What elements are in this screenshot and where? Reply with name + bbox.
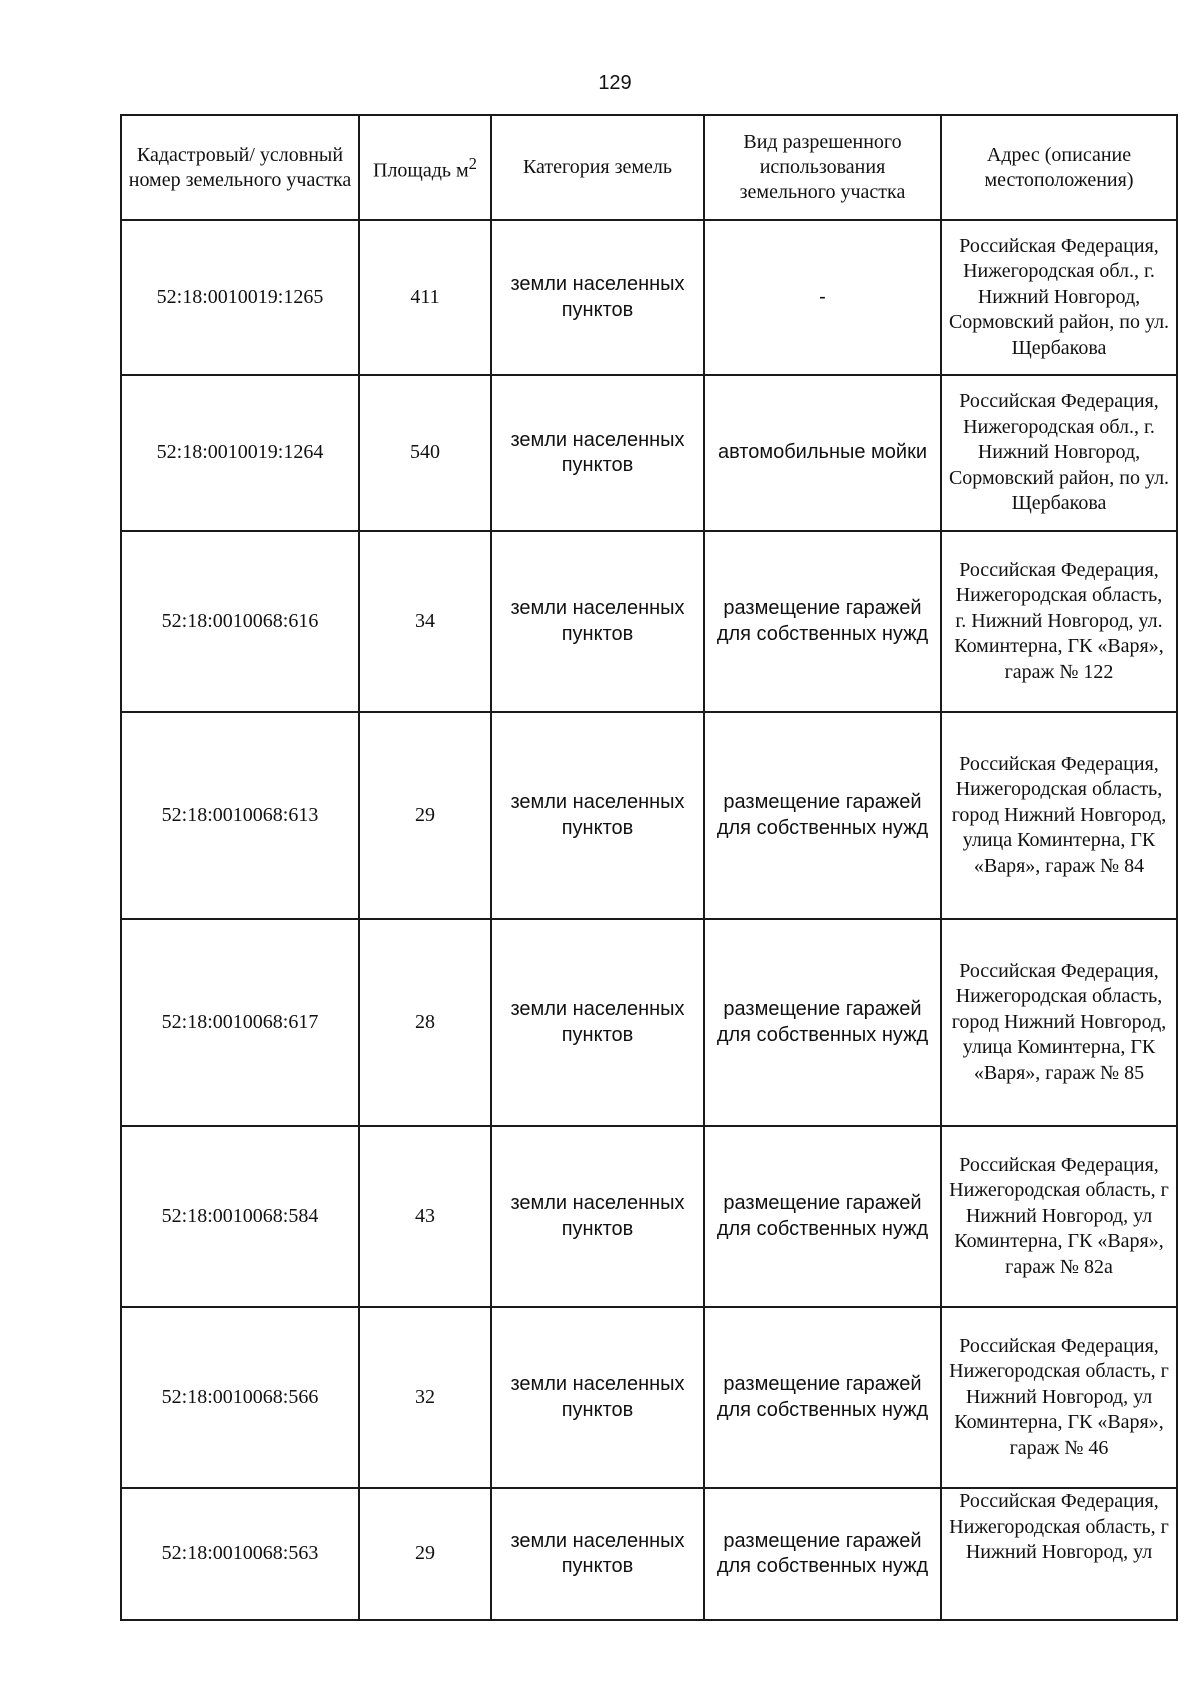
cell-cadastral-number: 52:18:0010019:1264 — [121, 375, 359, 531]
table-row — [121, 220, 1177, 375]
cell-permitted-use: размещение гаражей для собственных нужд — [704, 712, 941, 919]
cell-land-category: земли населенных пунктов — [491, 712, 704, 919]
cell-cadastral-number: 52:18:0010068:613 — [121, 712, 359, 919]
cell-land-category: земли населенных пунктов — [491, 375, 704, 531]
cell-permitted-use: - — [704, 220, 941, 375]
header-area-label: Площадь м — [373, 159, 469, 182]
header-area-superscript: 2 — [468, 154, 477, 174]
land-plots-table — [120, 114, 1178, 1621]
cell-permitted-use: автомобильные мойки — [704, 375, 941, 531]
cell-area: 540 — [359, 375, 491, 531]
table-row — [121, 712, 1177, 919]
cell-permitted-use: размещение гаражей для собственных нужд — [704, 919, 941, 1126]
cell-permitted-use: размещение гаражей для собственных нужд — [704, 1126, 941, 1307]
table-row — [121, 1126, 1177, 1307]
header-cadastral-number: Кадастровый/ условный номер земельного участка — [121, 115, 359, 220]
cell-area: 43 — [359, 1126, 491, 1307]
cell-area: 411 — [359, 220, 491, 375]
cell-cadastral-number: 52:18:0010068:617 — [121, 919, 359, 1126]
page-number: 129 — [598, 72, 632, 94]
cell-address: Российская Федерация, Нижегородская область, г. Нижний Новгород, ул. Коминтерна, ГК «Варя», гараж № 122 — [941, 531, 1177, 712]
cell-area: 34 — [359, 531, 491, 712]
cell-address: Российская Федерация, Нижегородская область, г Нижний Новгород, ул Коминтерна, ГК «Варя», гараж № 82а — [941, 1126, 1177, 1307]
table-row — [121, 919, 1177, 1126]
cell-land-category: земли населенных пунктов — [491, 531, 704, 712]
cell-address: Российская Федерация, Нижегородская область, г Нижний Новгород, ул Коминтерна, ГК «Варя», гараж № 46 — [941, 1307, 1177, 1488]
header-land-category: Категория земель — [491, 115, 704, 220]
cell-land-category: земли населенных пунктов — [491, 1126, 704, 1307]
cell-cadastral-number: 52:18:0010068:584 — [121, 1126, 359, 1307]
cell-address: Российская Федерация, Нижегородская область, город Нижний Новгород, улица Коминтерна, ГК «Варя», гараж № 84 — [941, 712, 1177, 919]
cell-cadastral-number: 52:18:0010068:616 — [121, 531, 359, 712]
cell-address: Российская Федерация, Нижегородская обл., г. Нижний Новгород, Сормовский район, по ул. Щербакова — [941, 220, 1177, 375]
cell-land-category: земли населенных пунктов — [491, 220, 704, 375]
cell-area: 32 — [359, 1307, 491, 1488]
table-header-row — [121, 115, 1177, 220]
cell-address: Российская Федерация, Нижегородская обл., г. Нижний Новгород, Сормовский район, по ул. Щербакова — [941, 375, 1177, 531]
cell-cadastral-number: 52:18:0010068:566 — [121, 1307, 359, 1488]
cell-land-category: земли населенных пунктов — [491, 1307, 704, 1488]
header-area — [359, 115, 491, 220]
cell-permitted-use: размещение гаражей для собственных нужд — [704, 1307, 941, 1488]
header-permitted-use: Вид разрешенного использования земельного участка — [704, 115, 941, 220]
cell-area: 29 — [359, 1488, 491, 1620]
cell-address: Российская Федерация, Нижегородская область, г Нижний Новгород, ул — [941, 1488, 1177, 1620]
cell-cadastral-number: 52:18:0010019:1265 — [121, 220, 359, 375]
cell-land-category: земли населенных пунктов — [491, 1488, 704, 1620]
table-row — [121, 531, 1177, 712]
cell-cadastral-number: 52:18:0010068:563 — [121, 1488, 359, 1620]
cell-permitted-use: размещение гаражей для собственных нужд — [704, 531, 941, 712]
cell-address: Российская Федерация, Нижегородская область, город Нижний Новгород, улица Коминтерна, ГК «Варя», гараж № 85 — [941, 919, 1177, 1126]
header-address: Адрес (описание местоположения) — [941, 115, 1177, 220]
table-row — [121, 375, 1177, 531]
table-row — [121, 1488, 1177, 1620]
table-row — [121, 1307, 1177, 1488]
cell-land-category: земли населенных пунктов — [491, 919, 704, 1126]
cell-area: 29 — [359, 712, 491, 919]
cell-permitted-use: размещение гаражей для собственных нужд — [704, 1488, 941, 1620]
cell-area: 28 — [359, 919, 491, 1126]
